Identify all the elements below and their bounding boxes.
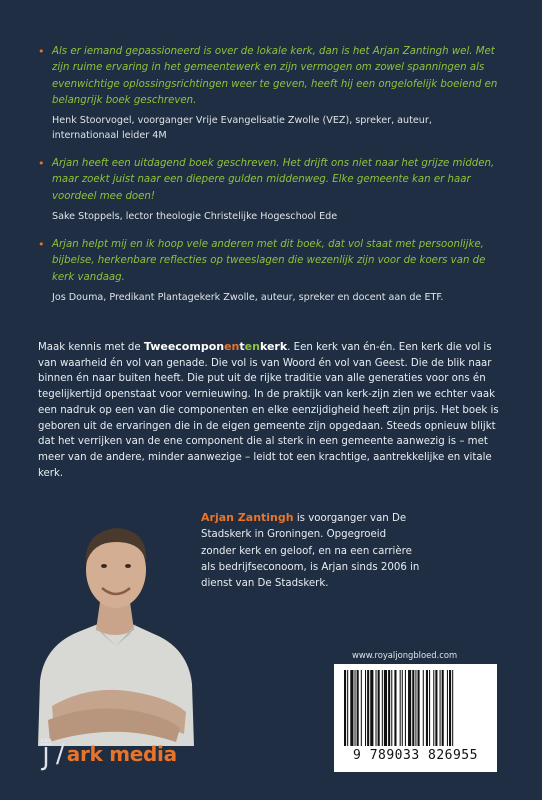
quote-attribution: Sake Stoppels, lector theologie Christelijke Hogeschool Ede [52,211,338,223]
crown-icon [38,736,54,772]
quote-text: Arjan heeft een uitdagend boek geschreven. Het drijft ons niet naar het grijze midden, maar zoekt juist naar een diepere gulden middenweg. Elke gemeente kan er haar voordeel mee doen! [52,158,495,202]
quote-attribution: Jos Douma, Predikant Plantagekerk Zwolle, auteur, spreker en docent aan de ETF. [52,291,444,303]
endorsement-quote [38,237,500,305]
description-lead: Maak kennis met de [38,342,144,353]
isbn-barcode [334,664,497,772]
bullet-icon: • [38,238,45,252]
bullet-icon: • [38,157,45,171]
author-bio [201,510,421,592]
author-bio-text: is voorganger van De Stadskerk in Groningen. Opgegroeid zonder kerk en geloof, en na een carrière als bedrijfseconoom, is Arjan sinds 2006 in dienst van De Stadskerk. [201,513,420,590]
logo-slash: / [56,739,65,769]
brand-part: t [239,340,245,353]
brand-part-green: en [244,340,260,353]
author-name: Arjan Zantingh [201,511,294,524]
bullet-icon: • [38,45,45,58]
brand-part-orange: en [224,340,240,353]
publisher-name: ark media [66,742,177,766]
endorsement-quote [38,156,500,224]
quote-text: Als er iemand gepassioneerd is over de lokale kerk, dan is het Arjan Zantingh wel. Met zijn ruime ervaring in het gemeentewerk en zijn vermogen om zowel spanningen als evenwichtige oplossingsrichtingen weer te geven, heeft hij een ongelofelijk boeiend en belangrijk boek geschreven. [52,46,498,106]
publisher-logo [38,736,177,772]
brand-part: Tweecompon [143,340,225,353]
quote-text: Arjan helpt mij en ik hoop vele anderen met dit boek, dat vol staat met persoonlijke, bijbelse, herkenbare reflecties op tweeslagen die wezenlijk zijn voor de koers van de kerk vandaag. [52,239,486,283]
endorsement-quote [38,44,500,143]
quote-attribution: Henk Stoorvogel, voorganger Vrije Evangelisatie Zwolle (VEZ), spreker, auteur, internationaal leider 4M [52,115,432,142]
brand-name [144,340,287,353]
publisher-website: www.royaljongbloed.com [352,650,458,660]
isbn-number: 9 789033 826955 [353,748,478,763]
brand-part: kerk [259,340,288,353]
endorsements [38,44,500,318]
barcode-bars [342,670,489,746]
book-description [38,339,504,481]
author-photo [30,506,200,746]
description-body: . Een kerk van én-én. Een kerk die vol is van waarheid én vol van genade. Die vol is van Woord én vol van Geest. Die de blik naar binnen én naar buiten heeft. Die put uit de rijke traditie van alle generaties voor ons én tegelijkertijd openstaat voor vernieuwing. In de praktijk van kerk-zijn zien we echter vaak een nadruk op een van die componenten en elke eenzijdigheid heeft zijn prijs. Het boek is geboren uit de ervaringen die in de eigen gemeente zijn opgedaan. Steeds opnieuw blijkt dat het verrijken van de ene component die al sterk in een gemeente aanwezig is – met meer van de andere, minder aanwezige – leidt tot een krachtige, aantrekkelijke en vitale kerk. [38,342,499,479]
